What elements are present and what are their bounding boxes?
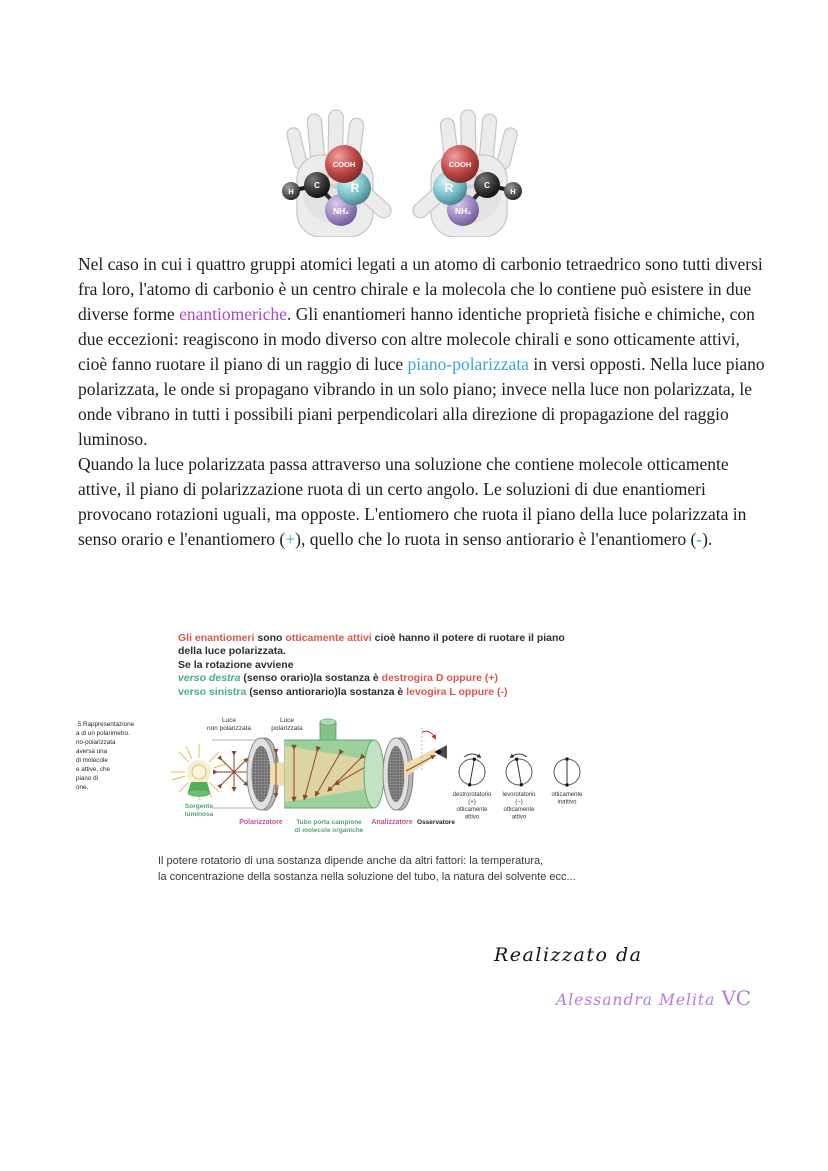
observer-eye-icon [434,745,447,759]
polarized-beam [270,762,284,786]
author-class: VC [721,986,752,1010]
label-osservatore: Osservatore [417,819,455,826]
intro-line: verso sinistra (senso antiorario)la sostanza è levogira L oppure (-) [178,685,508,698]
footer-line: Il potere rotatorio di una sostanza dipende anche da altri fattori: la temperatura, [158,855,544,867]
circle-label: inattivo [557,799,577,806]
label-tubo: Tubo porta campione [296,819,362,826]
footer-line: la concentrazione della sostanza nella soluzione del tubo, la natura del solvente ecc... [158,870,576,883]
hydrogen-label: H [510,187,516,196]
r-group-label: R [444,181,454,195]
circle-label: destrorotatorio [452,792,492,798]
circle-label: attivo [511,814,527,821]
rotation-circle-inactive [554,758,580,787]
circle-label: otticamente [551,792,583,798]
chirality-hands-image [281,97,523,237]
hydrogen-label: H [288,187,294,196]
intro-line: Gli enantiomeri sono otticamente attivi cioè hanno il potere di ruotare il piano [178,632,565,644]
bulb-icon [192,765,206,779]
cooh-label: COOH [448,160,472,169]
rotation-angle-arrow [422,731,435,738]
label-luce-non-polarizzata: Luce [221,717,237,724]
label-analizzatore: Analizzatore [371,819,413,826]
caption-line: aversa una [76,748,108,755]
paragraph-polarized-light: Quando la luce polarizzata passa attraverso una soluzione che contiene molecole otticamente attive, il piano di polarizzazione ruota di un certo angolo. Le soluzioni di due enantiomeri provocano rotazioni uguali, ma opposte. L'entiomero che ruota il piano della luce polarizzata in senso orario e l'enantiomero (+), quello che lo ruota in senso antiorario è l'enantiomero (-). [78,454,747,549]
label-luce-polarizzata: polarizzata [271,725,303,732]
paragraph-enantiomers: Nel caso in cui i quattro gruppi atomici legati a un atomo di carbonio tetraedrico sono tutti diversi fra loro, l'atomo di carbonio è un centro chirale e la molecola che lo contiene può esistere in due diverse forme enantiomeriche. Gli enantiomeri hanno identiche proprietà fisiche e chimiche, con due eccezioni: reagiscono in modo diverso con altre molecole chirali e sono otticamente attivi, cioè fanno ruotare il piano di un raggio di luce piano-polarizzata in versi opposti. Nella luce piano polarizzata, le onde si propagano vibrando in un solo piano; invece nella luce non polarizzata, le onde vibrano in tutti i possibili piani perpendicolari alla direzione di propagazione del raggio luminoso. [78,254,765,449]
amine-label: NH₂ [454,206,472,216]
caption-line: one. [76,784,89,791]
label-tubo: di molecole organiche [294,827,364,834]
circle-label: attivo [464,814,480,821]
amine-label: NH₂ [332,206,350,216]
figure-intro-text [178,632,608,699]
label-sorgente-luminosa: luminosa [184,811,214,818]
label-sorgente-luminosa: Sorgente [184,803,214,810]
carbon-label: C [314,181,320,190]
caption-line: di molecole [76,757,108,764]
sample-tube [284,719,384,808]
r-group-label: R [350,181,360,195]
caption-line: a di un polarimetro. [76,730,130,737]
caption-line: e attive, che [76,766,110,773]
label-polarizzatore: Polarizzatore [239,819,283,826]
figure-caption-text [76,721,135,791]
caption-line: piano di [76,775,99,782]
rotation-circle-levo [506,754,532,786]
author-name: Alessandra Melita [556,991,722,1009]
caption-line: no-polarizzata [76,739,116,746]
circle-label: otticamente [456,807,488,813]
carbon-label: C [484,181,490,190]
intro-line: Se la rotazione avviene [178,658,294,671]
cooh-label: COOH [332,160,356,169]
signature-credit: Realizzato da [494,944,643,966]
signature-author [556,986,751,1010]
circle-label: otticamente [503,807,535,813]
label-luce-non-polarizzata: non polarizzata [206,725,252,732]
intro-line: della luce polarizzata. [178,645,286,658]
circle-label: (−) [515,799,523,806]
intro-line: verso destra (senso orario)la sostanza è destrogira D oppure (+) [178,672,499,685]
label-luce-polarizzata: Luce [279,717,295,724]
main-text-block [78,252,766,552]
circle-label: levorotatorio [502,792,536,798]
polarimeter-diagram [74,714,626,850]
circle-label: (+) [468,799,476,806]
figure-polarimeter-image [78,632,638,902]
figure-footer-text [158,854,576,885]
caption-line: .5 Rappresentazione [76,721,135,728]
rotation-circle-dextro [459,754,485,786]
